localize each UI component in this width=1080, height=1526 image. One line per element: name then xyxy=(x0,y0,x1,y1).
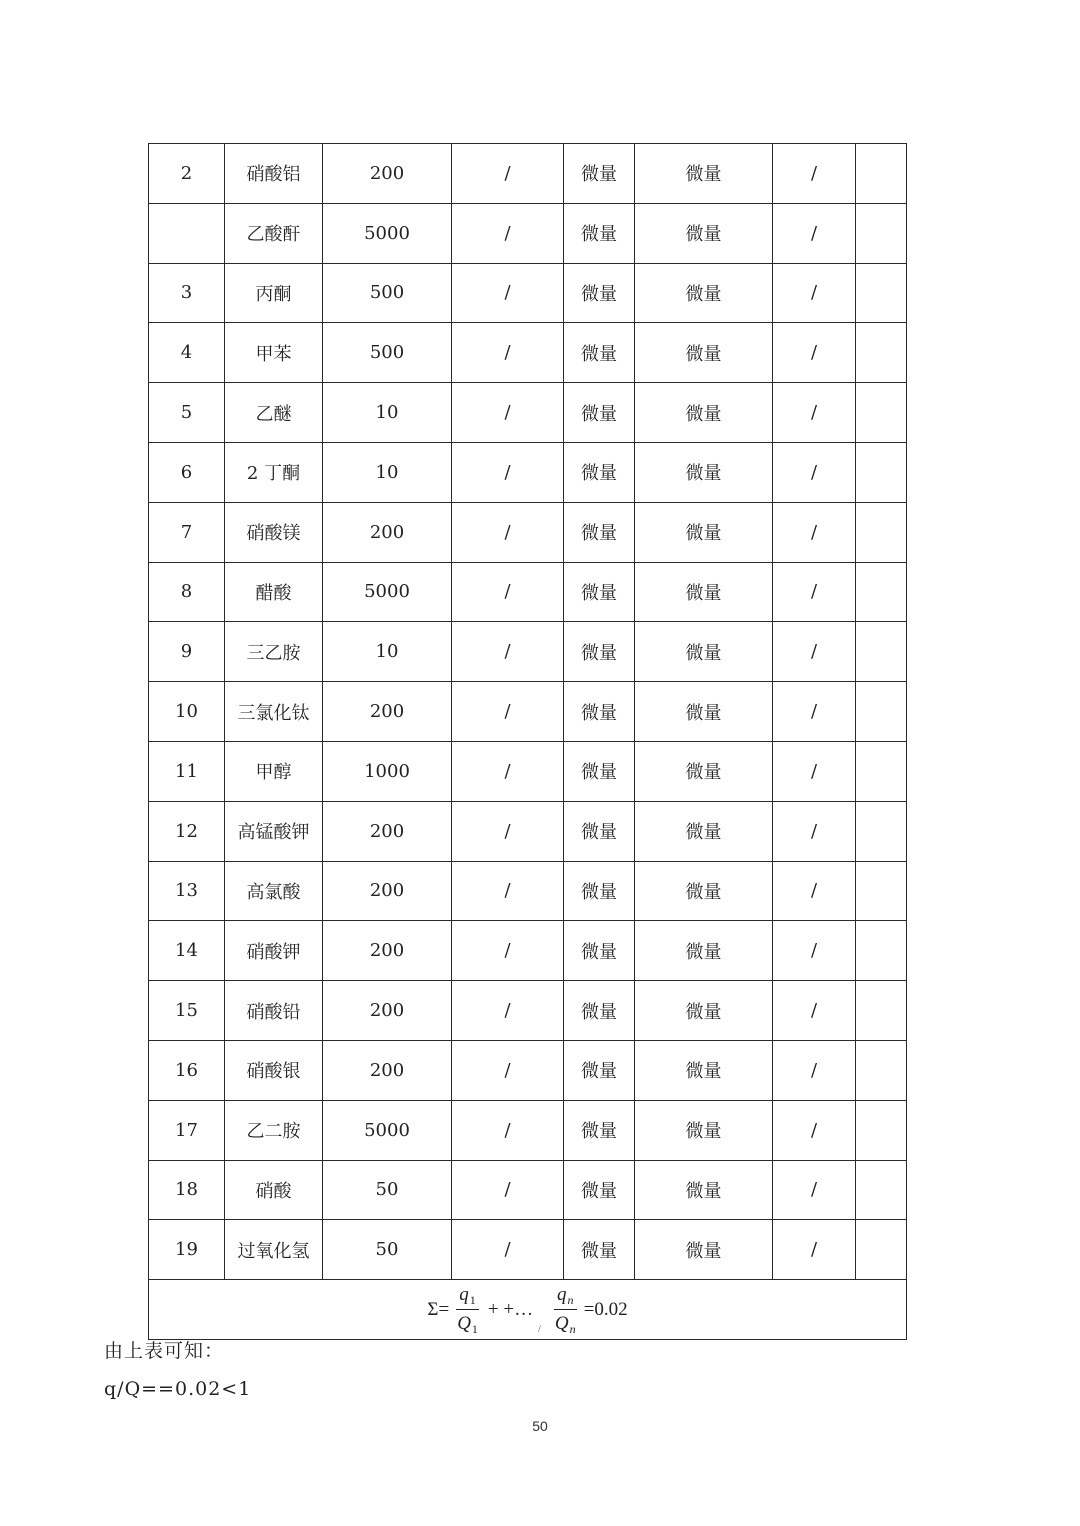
table-row xyxy=(149,682,907,742)
cell-number: 18 xyxy=(149,1160,225,1220)
cell-col4: / xyxy=(452,622,564,682)
cell-col4: / xyxy=(452,203,564,263)
cell-col8 xyxy=(856,562,907,622)
cell-max-quantity: 200 xyxy=(323,1040,452,1100)
cell-max-quantity: 500 xyxy=(323,263,452,323)
cell-col5: 微量 xyxy=(564,383,635,443)
formula-num1: q xyxy=(459,1283,469,1305)
cell-col8 xyxy=(856,1040,907,1100)
table-row xyxy=(149,442,907,502)
cell-col5: 微量 xyxy=(564,801,635,861)
cell-col7: / xyxy=(773,1220,856,1280)
cell-col6: 微量 xyxy=(635,981,773,1041)
table-row xyxy=(149,203,907,263)
cell-number: 4 xyxy=(149,323,225,383)
cell-max-quantity: 200 xyxy=(323,981,452,1041)
cell-col5: 微量 xyxy=(564,741,635,801)
cell-col7: / xyxy=(773,1100,856,1160)
cell-substance: 硝酸镁 xyxy=(225,502,323,562)
cell-substance: 乙二胺 xyxy=(225,1100,323,1160)
formula-plus: + +… xyxy=(487,1298,534,1320)
cell-col4: / xyxy=(452,442,564,502)
cell-col8 xyxy=(856,981,907,1041)
cell-number: 7 xyxy=(149,502,225,562)
formula-prefix: Σ= xyxy=(427,1298,450,1320)
cell-col4: / xyxy=(452,801,564,861)
cell-substance: 硝酸铅 xyxy=(225,981,323,1041)
cell-col5: 微量 xyxy=(564,1100,635,1160)
table-row xyxy=(149,801,907,861)
cell-col6: 微量 xyxy=(635,1220,773,1280)
table-row xyxy=(149,502,907,562)
cell-col6: 微量 xyxy=(635,144,773,204)
cell-number: 14 xyxy=(149,921,225,981)
cell-max-quantity: 200 xyxy=(323,921,452,981)
cell-col7: / xyxy=(773,263,856,323)
cell-col4: / xyxy=(452,1040,564,1100)
cell-max-quantity: 10 xyxy=(323,442,452,502)
cell-max-quantity: 500 xyxy=(323,323,452,383)
cell-col7: / xyxy=(773,203,856,263)
cell-substance: 2 丁酮 xyxy=(225,442,323,502)
cell-max-quantity: 200 xyxy=(323,861,452,921)
cell-col8 xyxy=(856,144,907,204)
formula-result: =0.02 xyxy=(583,1298,628,1320)
cell-max-quantity: 10 xyxy=(323,622,452,682)
table-body xyxy=(149,144,907,1280)
cell-col6: 微量 xyxy=(635,861,773,921)
cell-col4: / xyxy=(452,144,564,204)
cell-substance: 三乙胺 xyxy=(225,622,323,682)
cell-number: 19 xyxy=(149,1220,225,1280)
cell-col6: 微量 xyxy=(635,323,773,383)
cell-number: 3 xyxy=(149,263,225,323)
formula-dsubn: n xyxy=(569,1321,576,1336)
cell-number: 11 xyxy=(149,741,225,801)
cell-col7: / xyxy=(773,921,856,981)
page-number: 50 xyxy=(532,1418,548,1434)
cell-max-quantity: 200 xyxy=(323,144,452,204)
cell-max-quantity: 200 xyxy=(323,502,452,562)
table-row xyxy=(149,1040,907,1100)
cell-col4: / xyxy=(452,921,564,981)
table-row xyxy=(149,741,907,801)
cell-number: 16 xyxy=(149,1040,225,1100)
cell-col4: / xyxy=(452,502,564,562)
cell-substance: 三氯化钛 xyxy=(225,682,323,742)
formula-sub1: 1 xyxy=(469,1292,476,1307)
cell-col4: / xyxy=(452,323,564,383)
cell-number: 8 xyxy=(149,562,225,622)
cell-col7: / xyxy=(773,682,856,742)
cell-col5: 微量 xyxy=(564,622,635,682)
cell-col4: / xyxy=(452,263,564,323)
cell-number: 12 xyxy=(149,801,225,861)
cell-max-quantity: 5000 xyxy=(323,203,452,263)
cell-col7: / xyxy=(773,861,856,921)
cell-col4: / xyxy=(452,981,564,1041)
cell-col8 xyxy=(856,921,907,981)
fraction-last xyxy=(552,1285,579,1335)
table-row xyxy=(149,622,907,682)
cell-col5: 微量 xyxy=(564,502,635,562)
cell-col8 xyxy=(856,622,907,682)
cell-number: 2 xyxy=(149,144,225,204)
cell-number: 15 xyxy=(149,981,225,1041)
cell-col7: / xyxy=(773,1160,856,1220)
cell-col5: 微量 xyxy=(564,861,635,921)
cell-max-quantity: 5000 xyxy=(323,562,452,622)
cell-col4: / xyxy=(452,1160,564,1220)
cell-col5: 微量 xyxy=(564,144,635,204)
cell-col6: 微量 xyxy=(635,1160,773,1220)
cell-col8 xyxy=(856,442,907,502)
cell-col5: 微量 xyxy=(564,203,635,263)
cell-number xyxy=(149,203,225,263)
cell-number: 6 xyxy=(149,442,225,502)
cell-col4: / xyxy=(452,1100,564,1160)
cell-col8 xyxy=(856,203,907,263)
cell-max-quantity: 10 xyxy=(323,383,452,443)
formula-numn: q xyxy=(557,1283,567,1305)
cell-col7: / xyxy=(773,144,856,204)
cell-max-quantity: 1000 xyxy=(323,741,452,801)
conclusion-formula: q/Q==0.02<1 xyxy=(104,1378,252,1400)
cell-col5: 微量 xyxy=(564,263,635,323)
formula-den1: Q xyxy=(457,1312,471,1334)
cell-col6: 微量 xyxy=(635,263,773,323)
cell-substance: 高锰酸钾 xyxy=(225,801,323,861)
cell-substance: 乙醚 xyxy=(225,383,323,443)
cell-max-quantity: 200 xyxy=(323,682,452,742)
cell-col5: 微量 xyxy=(564,682,635,742)
cell-col7: / xyxy=(773,383,856,443)
cell-col5: 微量 xyxy=(564,562,635,622)
cell-col5: 微量 xyxy=(564,1040,635,1100)
table-row xyxy=(149,861,907,921)
cell-col7: / xyxy=(773,622,856,682)
fraction-first xyxy=(454,1285,481,1335)
cell-col6: 微量 xyxy=(635,203,773,263)
cell-col4: / xyxy=(452,682,564,742)
cell-col7: / xyxy=(773,562,856,622)
cell-col8 xyxy=(856,801,907,861)
cell-col6: 微量 xyxy=(635,622,773,682)
cell-col6: 微量 xyxy=(635,442,773,502)
cell-col7: / xyxy=(773,801,856,861)
table-row xyxy=(149,263,907,323)
cell-col8 xyxy=(856,861,907,921)
table-row xyxy=(149,1160,907,1220)
cell-number: 10 xyxy=(149,682,225,742)
cell-substance: 硝酸 xyxy=(225,1160,323,1220)
cell-col5: 微量 xyxy=(564,981,635,1041)
cell-substance: 甲醇 xyxy=(225,741,323,801)
cell-col5: 微量 xyxy=(564,442,635,502)
formula-dsub1: 1 xyxy=(471,1321,478,1336)
cell-max-quantity: 5000 xyxy=(323,1100,452,1160)
cell-substance: 丙酮 xyxy=(225,263,323,323)
cell-col6: 微量 xyxy=(635,741,773,801)
cell-max-quantity: 50 xyxy=(323,1220,452,1280)
cell-col8 xyxy=(856,383,907,443)
cell-col4: / xyxy=(452,383,564,443)
cell-col7: / xyxy=(773,323,856,383)
cell-substance: 过氧化氢 xyxy=(225,1220,323,1280)
cell-col5: 微量 xyxy=(564,323,635,383)
cell-col7: / xyxy=(773,442,856,502)
table-row xyxy=(149,921,907,981)
cell-substance: 高氯酸 xyxy=(225,861,323,921)
cell-col6: 微量 xyxy=(635,502,773,562)
cell-col8 xyxy=(856,682,907,742)
cell-number: 13 xyxy=(149,861,225,921)
cell-col8 xyxy=(856,1220,907,1280)
cell-number: 5 xyxy=(149,383,225,443)
table-row xyxy=(149,1100,907,1160)
cell-col5: 微量 xyxy=(564,1220,635,1280)
table-row xyxy=(149,144,907,204)
cell-col7: / xyxy=(773,981,856,1041)
formula-tiny-mark: / xyxy=(538,1323,541,1335)
cell-col8 xyxy=(856,263,907,323)
formula-subn: n xyxy=(567,1292,574,1307)
cell-col6: 微量 xyxy=(635,1100,773,1160)
cell-col8 xyxy=(856,1160,907,1220)
cell-number: 9 xyxy=(149,622,225,682)
sum-formula xyxy=(427,1285,627,1335)
cell-number: 17 xyxy=(149,1100,225,1160)
chemical-table xyxy=(148,143,907,1340)
cell-col6: 微量 xyxy=(635,682,773,742)
cell-col8 xyxy=(856,1100,907,1160)
cell-col6: 微量 xyxy=(635,1040,773,1100)
cell-substance: 硝酸铝 xyxy=(225,144,323,204)
cell-col7: / xyxy=(773,1040,856,1100)
cell-substance: 硝酸钾 xyxy=(225,921,323,981)
conclusion-label: 由上表可知： xyxy=(104,1340,225,1362)
cell-col8 xyxy=(856,323,907,383)
cell-col7: / xyxy=(773,741,856,801)
cell-col4: / xyxy=(452,861,564,921)
cell-col6: 微量 xyxy=(635,801,773,861)
cell-col6: 微量 xyxy=(635,383,773,443)
cell-col4: / xyxy=(452,562,564,622)
formula-cell xyxy=(149,1280,907,1340)
cell-col5: 微量 xyxy=(564,1160,635,1220)
cell-col8 xyxy=(856,741,907,801)
table-row xyxy=(149,562,907,622)
formula-denn: Q xyxy=(554,1312,569,1334)
table-row xyxy=(149,383,907,443)
table-row xyxy=(149,981,907,1041)
cell-col4: / xyxy=(452,1220,564,1280)
cell-substance: 硝酸银 xyxy=(225,1040,323,1100)
cell-col7: / xyxy=(773,502,856,562)
cell-col5: 微量 xyxy=(564,921,635,981)
cell-col6: 微量 xyxy=(635,562,773,622)
cell-substance: 甲苯 xyxy=(225,323,323,383)
table-row xyxy=(149,323,907,383)
cell-max-quantity: 50 xyxy=(323,1160,452,1220)
cell-max-quantity: 200 xyxy=(323,801,452,861)
cell-col8 xyxy=(856,502,907,562)
table-row xyxy=(149,1220,907,1280)
formula-row xyxy=(149,1280,907,1340)
cell-substance: 乙酸酐 xyxy=(225,203,323,263)
cell-substance: 醋酸 xyxy=(225,562,323,622)
cell-col6: 微量 xyxy=(635,921,773,981)
cell-col4: / xyxy=(452,741,564,801)
